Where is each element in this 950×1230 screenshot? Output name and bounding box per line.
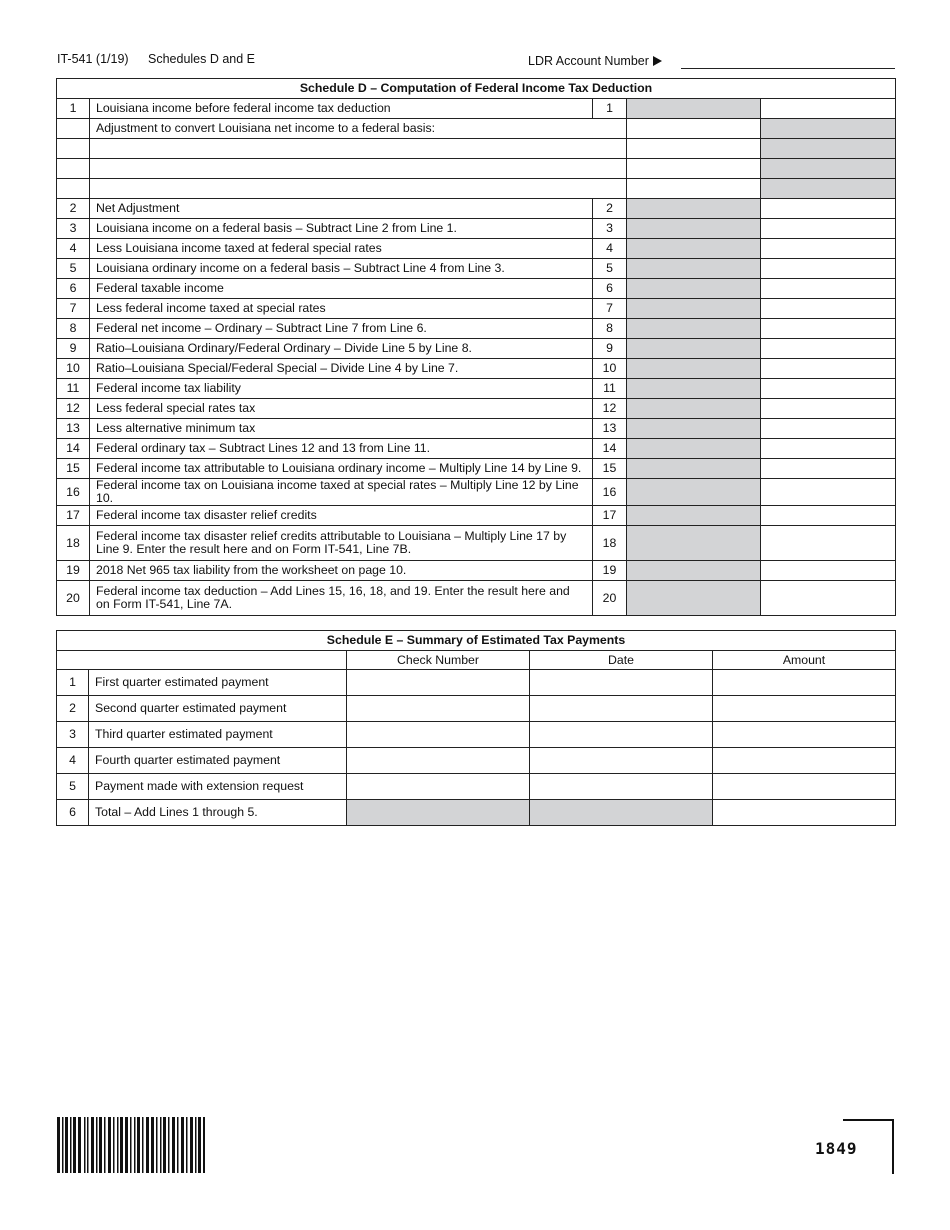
schedule-e-table: [56, 630, 896, 826]
line-ref: 1: [593, 99, 627, 119]
adjustment-description-field[interactable]: [90, 179, 627, 199]
table-row: [57, 199, 896, 219]
amount-field[interactable]: [761, 459, 896, 479]
line-description: Federal income tax on Louisiana income taxed at special rates – Multiply Line 12 by Line 10.: [90, 479, 593, 506]
shaded-cell: [627, 399, 761, 419]
table-row: [57, 419, 896, 439]
line-ref: 8: [593, 319, 627, 339]
line-number: 20: [57, 581, 90, 616]
amount-field[interactable]: [761, 526, 896, 561]
table-row: [57, 561, 896, 581]
line-description: Federal income tax disaster relief credits attributable to Louisiana – Multiply Line 17 by Line 9. Enter the result here and on Form IT-541, Line 7B.: [90, 526, 593, 561]
amount-field[interactable]: [761, 359, 896, 379]
check-number-field[interactable]: [347, 696, 530, 722]
line-number: 16: [57, 479, 90, 506]
table-row: [57, 339, 896, 359]
amount-field[interactable]: [713, 722, 896, 748]
line-number: 9: [57, 339, 90, 359]
shaded-cell: [627, 339, 761, 359]
line-number: 6: [57, 800, 89, 826]
line-description: Federal income tax deduction – Add Lines 15, 16, 18, and 19. Enter the result here and on Form IT-541, Line 7A.: [90, 581, 593, 616]
amount-field[interactable]: [761, 279, 896, 299]
amount-field[interactable]: [761, 319, 896, 339]
adjustment-label: Adjustment to convert Louisiana net income to a federal basis:: [90, 119, 627, 139]
table-row: [57, 581, 896, 616]
table-row: [57, 800, 896, 826]
amount-field[interactable]: [761, 581, 896, 616]
shaded-cell: [627, 99, 761, 119]
shaded-cell: [627, 199, 761, 219]
date-field[interactable]: [530, 748, 713, 774]
check-number-field[interactable]: [347, 722, 530, 748]
column-header-check-number: Check Number: [347, 651, 530, 670]
amount-field[interactable]: [761, 439, 896, 459]
amount-field[interactable]: [761, 199, 896, 219]
shaded-cell: [627, 359, 761, 379]
table-row: [57, 299, 896, 319]
date-field[interactable]: [530, 774, 713, 800]
line-number: 3: [57, 722, 89, 748]
line-number: 19: [57, 561, 90, 581]
page-header: [57, 52, 895, 70]
header-spacer: [57, 651, 347, 670]
table-row: [57, 670, 896, 696]
line-number: 3: [57, 219, 90, 239]
shaded-cell: [627, 459, 761, 479]
line-number: 6: [57, 279, 90, 299]
amount-field[interactable]: [761, 219, 896, 239]
table-row: [57, 259, 896, 279]
date-field[interactable]: [530, 722, 713, 748]
schedule-d-table: [56, 78, 896, 616]
shaded-cell: [627, 526, 761, 561]
line-number: 2: [57, 199, 90, 219]
column-header-amount: Amount: [713, 651, 896, 670]
shaded-cell: [347, 800, 530, 826]
table-row: [57, 279, 896, 299]
line-description: Federal income tax disaster relief credits: [90, 506, 593, 526]
table-row: [57, 774, 896, 800]
line-description: Federal net income – Ordinary – Subtract Line 7 from Line 6.: [90, 319, 593, 339]
line-description: Less Louisiana income taxed at federal special rates: [90, 239, 593, 259]
arrow-right-icon: [653, 56, 662, 66]
line-description: Less alternative minimum tax: [90, 419, 593, 439]
line-number: 2: [57, 696, 89, 722]
table-row: [57, 439, 896, 459]
line-number: 4: [57, 239, 90, 259]
shaded-cell: [627, 219, 761, 239]
line-number: [57, 139, 90, 159]
amount-field[interactable]: [713, 696, 896, 722]
table-row: [57, 219, 896, 239]
line-ref: 5: [593, 259, 627, 279]
line-description: Less federal income taxed at special rates: [90, 299, 593, 319]
line-description: Less federal special rates tax: [90, 399, 593, 419]
line-ref: 2: [593, 199, 627, 219]
adjustment-amount-field[interactable]: [627, 139, 761, 159]
line-number: 18: [57, 526, 90, 561]
line-description: Federal income tax liability: [90, 379, 593, 399]
amount-field[interactable]: [761, 506, 896, 526]
line-ref: 4: [593, 239, 627, 259]
amount-field[interactable]: [761, 99, 896, 119]
line-description: Federal income tax attributable to Louisiana ordinary income – Multiply Line 14 by Line 9.: [90, 459, 593, 479]
table-row: [57, 359, 896, 379]
line-description: Total – Add Lines 1 through 5.: [89, 800, 347, 826]
shaded-cell: [627, 419, 761, 439]
line-ref: 14: [593, 439, 627, 459]
adjustment-amount-field[interactable]: [627, 119, 761, 139]
line-ref: 18: [593, 526, 627, 561]
table-row: [57, 239, 896, 259]
form-id: IT-541 (1/19): [57, 52, 129, 66]
shaded-cell: [627, 379, 761, 399]
date-field[interactable]: [530, 696, 713, 722]
line-description: Net Adjustment: [90, 199, 593, 219]
line-number: 1: [57, 99, 90, 119]
schedules-label: Schedules D and E: [148, 52, 256, 66]
line-number: 1: [57, 670, 89, 696]
adjustment-amount-field[interactable]: [627, 179, 761, 199]
line-ref: 7: [593, 299, 627, 319]
shaded-cell: [627, 299, 761, 319]
table-row: [57, 399, 896, 419]
line-description: Third quarter estimated payment: [89, 722, 347, 748]
amount-field[interactable]: [761, 379, 896, 399]
table-row: [57, 379, 896, 399]
shaded-cell: [627, 561, 761, 581]
amount-field[interactable]: [713, 670, 896, 696]
page-number: 1849: [815, 1139, 858, 1158]
line-ref: 9: [593, 339, 627, 359]
table-row: [57, 119, 896, 139]
table-row: [57, 526, 896, 561]
shaded-cell: [627, 581, 761, 616]
shaded-cell: [627, 506, 761, 526]
line-number: 5: [57, 259, 90, 279]
adjustment-amount-field[interactable]: [627, 159, 761, 179]
table-row: [57, 748, 896, 774]
table-row: [57, 139, 896, 159]
line-description: Louisiana ordinary income on a federal basis – Subtract Line 4 from Line 3.: [90, 259, 593, 279]
line-description: Ratio–Louisiana Special/Federal Special – Divide Line 4 by Line 7.: [90, 359, 593, 379]
amount-field[interactable]: [713, 774, 896, 800]
line-ref: 15: [593, 459, 627, 479]
shaded-cell: [627, 239, 761, 259]
line-ref: 19: [593, 561, 627, 581]
table-row: [57, 506, 896, 526]
line-ref: 16: [593, 479, 627, 506]
amount-field[interactable]: [761, 419, 896, 439]
line-number: [57, 179, 90, 199]
shaded-cell: [761, 179, 896, 199]
amount-field[interactable]: [761, 399, 896, 419]
amount-field[interactable]: [713, 800, 896, 826]
line-number: 12: [57, 399, 90, 419]
line-number: 14: [57, 439, 90, 459]
amount-field[interactable]: [761, 239, 896, 259]
shaded-cell: [627, 479, 761, 506]
shaded-cell: [627, 319, 761, 339]
column-header-date: Date: [530, 651, 713, 670]
table-row: [57, 722, 896, 748]
line-number: 15: [57, 459, 90, 479]
line-description: Payment made with extension request: [89, 774, 347, 800]
line-number: 13: [57, 419, 90, 439]
shaded-cell: [530, 800, 713, 826]
line-number: [57, 119, 90, 139]
amount-field[interactable]: [713, 748, 896, 774]
check-number-field[interactable]: [347, 670, 530, 696]
check-number-field[interactable]: [347, 748, 530, 774]
line-description: Federal taxable income: [90, 279, 593, 299]
amount-field[interactable]: [761, 339, 896, 359]
line-ref: 13: [593, 419, 627, 439]
line-number: [57, 159, 90, 179]
line-number: 10: [57, 359, 90, 379]
shaded-cell: [761, 119, 896, 139]
line-number: 17: [57, 506, 90, 526]
table-row: [57, 459, 896, 479]
line-description: Fourth quarter estimated payment: [89, 748, 347, 774]
shaded-cell: [627, 279, 761, 299]
amount-field[interactable]: [761, 299, 896, 319]
shaded-cell: [761, 139, 896, 159]
line-number: 5: [57, 774, 89, 800]
table-row: [57, 159, 896, 179]
line-description: Second quarter estimated payment: [89, 696, 347, 722]
line-description: First quarter estimated payment: [89, 670, 347, 696]
account-number-label: [528, 54, 662, 68]
amount-field[interactable]: [761, 561, 896, 581]
line-description: Louisiana income on a federal basis – Subtract Line 2 from Line 1.: [90, 219, 593, 239]
line-ref: 3: [593, 219, 627, 239]
check-number-field[interactable]: [347, 774, 530, 800]
line-ref: 6: [593, 279, 627, 299]
table-row: [57, 479, 896, 506]
table-row: [57, 696, 896, 722]
line-description: 2018 Net 965 tax liability from the worksheet on page 10.: [90, 561, 593, 581]
shaded-cell: [627, 259, 761, 279]
shaded-cell: [761, 159, 896, 179]
amount-field[interactable]: [761, 479, 896, 506]
account-number-field[interactable]: [681, 68, 895, 69]
amount-field[interactable]: [761, 259, 896, 279]
line-number: 4: [57, 748, 89, 774]
table-row: [57, 319, 896, 339]
line-ref: 11: [593, 379, 627, 399]
account-label-text: LDR Account Number: [528, 54, 649, 68]
date-field[interactable]: [530, 670, 713, 696]
line-number: 7: [57, 299, 90, 319]
adjustment-description-field[interactable]: [90, 159, 627, 179]
line-description: Louisiana income before federal income tax deduction: [90, 99, 593, 119]
barcode: [57, 1117, 205, 1173]
table-row: [57, 99, 896, 119]
line-ref: 10: [593, 359, 627, 379]
line-ref: 20: [593, 581, 627, 616]
shaded-cell: [627, 439, 761, 459]
line-description: Ratio–Louisiana Ordinary/Federal Ordinary – Divide Line 5 by Line 8.: [90, 339, 593, 359]
line-description: Federal ordinary tax – Subtract Lines 12 and 13 from Line 11.: [90, 439, 593, 459]
adjustment-description-field[interactable]: [90, 139, 627, 159]
line-ref: 17: [593, 506, 627, 526]
table-row: [57, 179, 896, 199]
line-number: 11: [57, 379, 90, 399]
line-number: 8: [57, 319, 90, 339]
schedule-d-title: Schedule D – Computation of Federal Income Tax Deduction: [57, 79, 896, 99]
line-ref: 12: [593, 399, 627, 419]
schedule-e-title: Schedule E – Summary of Estimated Tax Payments: [57, 631, 896, 651]
